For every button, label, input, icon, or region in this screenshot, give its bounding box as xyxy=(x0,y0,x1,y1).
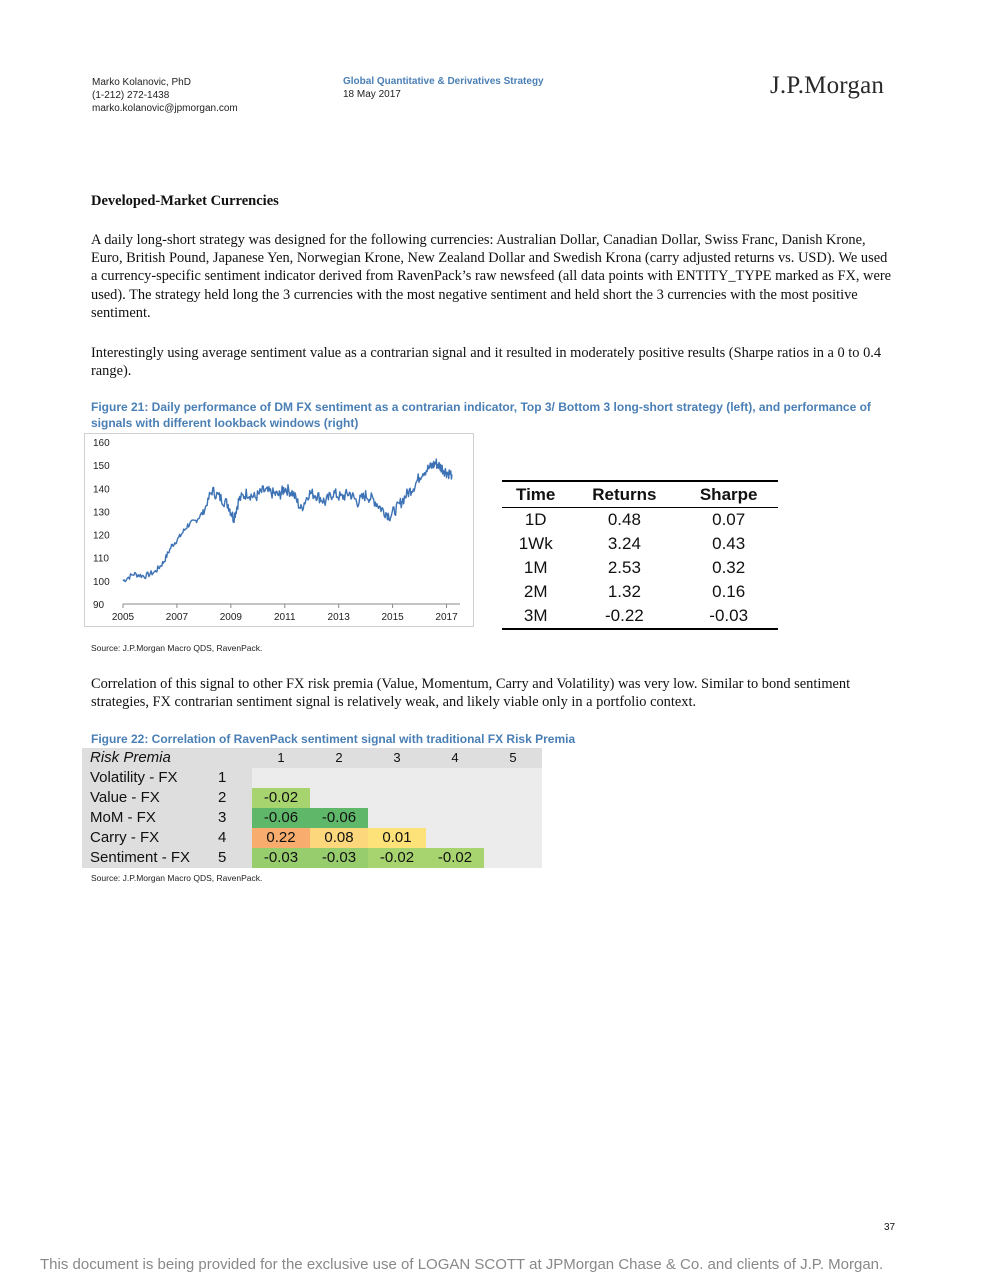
figure-21-chart xyxy=(84,433,474,627)
returns-cell: 0.48 xyxy=(607,510,641,529)
table-row xyxy=(502,580,778,604)
column-header: 3 xyxy=(368,748,426,768)
sharpe-cell: 0.32 xyxy=(712,558,746,577)
row-index: 4 xyxy=(212,828,252,848)
author-name: Marko Kolanovic, PhD xyxy=(92,77,191,88)
author-phone: (1-212) 272-1438 xyxy=(92,90,170,101)
y-tick-label: 160 xyxy=(93,438,110,449)
y-tick-label: 140 xyxy=(93,484,110,496)
row-index: 2 xyxy=(212,788,252,808)
strategy-name: Global Quantitative & Derivatives Strategy xyxy=(343,76,544,87)
correlation-cell: -0.02 xyxy=(368,848,426,868)
empty-cell xyxy=(484,848,542,868)
matrix-row xyxy=(82,828,542,848)
figure-22-source: Source: J.P.Morgan Macro QDS, RavenPack. xyxy=(91,873,263,883)
risk-premia-name: Volatility - FX xyxy=(82,768,212,788)
paragraph-intro: A daily long-short strategy was designed for the following currencies: Australian Dollar, Canadian Dollar, Swiss Franc, Danish Krone, Euro, British Pound, Japanese Yen, Norwegian Krone, New Zealand Dollar and Swedish Krona (carry adjusted returns vs. USD). We used a currency-specific sentiment indicator derived from RavenPack’s raw newsfeed (all data points with ENTITY_TYPE marked as FX, were used). The strategy held long the 3 currencies with the most negative sentiment and held short the 3 currencies with the most positive sentiment. xyxy=(91,232,892,321)
correlation-matrix xyxy=(82,748,542,868)
lookback-performance-table xyxy=(502,480,778,630)
column-header: 4 xyxy=(426,748,484,768)
paragraph-results: Interestingly using average sentiment value as a contrarian signal and it resulted in moderately positive results (Sharpe ratios in a 0 to 0.4 range). xyxy=(91,345,882,380)
empty-cell xyxy=(426,788,484,808)
figure-21-source: Source: J.P.Morgan Macro QDS, RavenPack. xyxy=(91,643,263,653)
correlation-cell: -0.03 xyxy=(252,848,310,868)
correlation-cell: -0.06 xyxy=(252,808,310,828)
risk-premia-name: Value - FX xyxy=(82,788,212,808)
x-tick-label: 2017 xyxy=(435,612,458,623)
jpmorgan-logo: J.P.Morgan xyxy=(770,72,885,99)
risk-premia-name: Carry - FX xyxy=(82,828,212,848)
x-tick-label: 2013 xyxy=(327,612,350,623)
risk-premia-name: MoM - FX xyxy=(82,808,212,828)
table-header-row xyxy=(502,481,778,508)
matrix-row xyxy=(82,848,542,868)
performance-series-line xyxy=(123,459,452,582)
returns-cell: 1.32 xyxy=(607,582,641,601)
table-row xyxy=(502,556,778,580)
y-tick-label: 130 xyxy=(93,507,110,519)
sharpe-cell: 0.43 xyxy=(712,534,746,553)
header-returns: Returns xyxy=(569,481,679,508)
report-date: 18 May 2017 xyxy=(343,89,401,100)
empty-cell xyxy=(310,768,368,788)
table-row xyxy=(502,508,778,533)
matrix-row xyxy=(82,808,542,828)
column-header: 5 xyxy=(484,748,542,768)
performance-line-chart xyxy=(85,434,475,628)
risk-premia-name: Sentiment - FX xyxy=(82,848,212,868)
figure-22-caption: Figure 22: Correlation of RavenPack sentiment signal with traditional FX Risk Premia xyxy=(91,732,576,746)
empty-cell xyxy=(426,828,484,848)
x-tick-label: 2009 xyxy=(219,612,242,623)
figure-21-caption: Figure 21: Daily performance of DM FX sentiment as a contrarian indicator, Top 3/ Bottom 3 long-short strategy (left), and performance of signals with different lookback windows (right) xyxy=(91,400,871,430)
column-header: 1 xyxy=(252,748,310,768)
empty-cell xyxy=(368,768,426,788)
correlation-cell: -0.02 xyxy=(426,848,484,868)
time-cell: 1Wk xyxy=(518,534,553,553)
empty-cell xyxy=(484,788,542,808)
author-email: marko.kolanovic@jpmorgan.com xyxy=(92,103,238,114)
x-tick-label: 2015 xyxy=(381,612,404,623)
x-tick-label: 2011 xyxy=(274,612,296,623)
matrix-header-row xyxy=(82,748,542,768)
empty-cell xyxy=(484,808,542,828)
paragraph-correlation: Correlation of this signal to other FX risk premia (Value, Momentum, Carry and Volatility) was very low. Similar to bond sentiment strategies, FX contrarian sentiment signal is relatively weak, and likely viable only in a portfolio context. xyxy=(91,676,851,711)
table-row xyxy=(502,604,778,629)
column-header: 2 xyxy=(310,748,368,768)
time-cell: 1D xyxy=(524,510,547,529)
empty-cell xyxy=(426,768,484,788)
empty-cell xyxy=(310,788,368,808)
risk-premia-header: Risk Premia xyxy=(82,748,212,768)
y-tick-label: 120 xyxy=(93,530,110,542)
footer-disclaimer: This document is being provided for the exclusive use of LOGAN SCOTT at JPMorgan Chase & Co. and clients of J.P. Morgan. xyxy=(40,1256,884,1273)
empty-cell xyxy=(484,828,542,848)
empty-cell xyxy=(484,768,542,788)
sharpe-cell: -0.03 xyxy=(679,604,778,629)
section-heading: Developed-Market Currencies xyxy=(91,193,279,209)
correlation-cell: -0.02 xyxy=(252,788,310,808)
row-index: 3 xyxy=(212,808,252,828)
correlation-cell: 0.01 xyxy=(368,828,426,848)
blank-header xyxy=(212,748,252,768)
table-row xyxy=(502,532,778,556)
correlation-cell: 0.08 xyxy=(310,828,368,848)
returns-cell: 3.24 xyxy=(607,534,641,553)
returns-cell: 2.53 xyxy=(607,558,641,577)
y-tick-label: 90 xyxy=(93,600,105,611)
correlation-cell: -0.06 xyxy=(310,808,368,828)
row-index: 1 xyxy=(212,768,252,788)
matrix-row xyxy=(82,788,542,808)
time-cell: 1M xyxy=(523,558,548,577)
empty-cell xyxy=(368,808,426,828)
y-tick-label: 150 xyxy=(93,461,110,473)
header-time: Time xyxy=(502,481,569,508)
time-cell: 2M xyxy=(523,582,548,601)
time-cell: 3M xyxy=(502,604,569,629)
author-block xyxy=(92,76,238,115)
empty-cell xyxy=(426,808,484,828)
x-tick-label: 2007 xyxy=(165,612,189,623)
sharpe-cell: 0.07 xyxy=(712,510,746,529)
strategy-block xyxy=(343,75,544,101)
header-sharpe: Sharpe xyxy=(679,481,778,508)
returns-cell: -0.22 xyxy=(569,604,679,629)
x-tick-label: 2005 xyxy=(111,612,135,623)
sharpe-cell: 0.16 xyxy=(712,582,746,601)
correlation-cell: 0.22 xyxy=(252,828,310,848)
matrix-row xyxy=(82,768,542,788)
page-number: 37 xyxy=(884,1222,896,1233)
row-index: 5 xyxy=(212,848,252,868)
empty-cell xyxy=(252,768,310,788)
correlation-cell: -0.03 xyxy=(310,848,368,868)
y-tick-label: 110 xyxy=(93,553,109,565)
y-tick-label: 100 xyxy=(93,576,110,588)
empty-cell xyxy=(368,788,426,808)
